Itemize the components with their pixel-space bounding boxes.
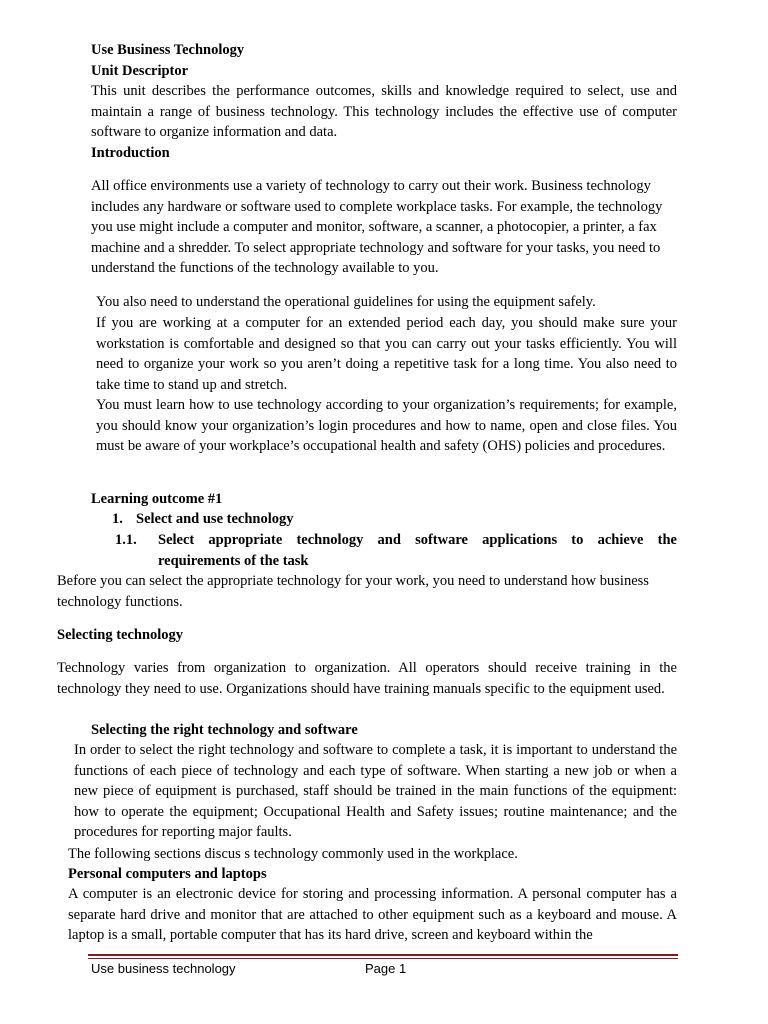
selecting-technology-paragraph: Technology varies from organization to organization. All operators should receive training in the technology they need to use. Organizations should have training manuals specific to the equipment used.	[57, 660, 677, 697]
right-technology-heading: Selecting the right technology and software	[91, 722, 358, 738]
list-number-1: 1.	[112, 511, 123, 527]
following-sections-paragraph: The following sections discus s technology commonly used in the workplace.	[68, 846, 518, 862]
list-number-1-1: 1.1.	[115, 532, 137, 548]
right-technology-paragraph: In order to select the right technology and software to complete a task, it is important to understand the functions of each piece of technology and each type of software. When starting a new job or when a new piece of equipment is purchased, staff should be trained in the main functions of the equipment: how to operate the equipment; Occupational Health and Safety issues; routine maintenance; and the procedures for reporting major faults.	[74, 742, 677, 840]
unit-descriptor-text: This unit describes the performance outcomes, skills and knowledge required to select, use and maintain a range of business technology. This technology includes the effective use of computer software to organize information and data.	[91, 83, 677, 140]
select-paragraph: Before you can select the appropriate technology for your work, you need to understand how business technology functions.	[57, 573, 649, 610]
introduction-paragraph-1: All office environments use a variety of technology to carry out their work. Business technology includes any hardware or software used to complete workplace tasks. For example, the technology you use might include a computer and monitor, software, a scanner, a photocopier, a printer, a fax machine and a shredder. To select appropriate technology and software for your tasks, you need to understand the functions of the technology available to you.	[91, 178, 663, 276]
footer-rule-thick	[88, 954, 678, 956]
introduction-paragraph-3: If you are working at a computer for an extended period each day, you should make sure your workstation is comfortable and designed so that you can carry out your tasks efficiently. You will need to organize your work so you aren’t doing a repetitive task for a long time. You also need to take time to stand up and stretch.	[96, 315, 677, 393]
document-title: Use Business Technology	[91, 42, 245, 58]
footer-document-title: Use business technology	[91, 961, 236, 976]
list-item-select-and-use: Select and use technology	[136, 511, 294, 527]
unit-descriptor-heading: Unit Descriptor	[91, 63, 189, 79]
personal-computers-paragraph: A computer is an electronic device for storing and processing information. A personal computer has a separate hard drive and monitor that are attached to other equipment such as a keyboard and mouse. A laptop is a small, portable computer that has its hard drive, screen and keyboard within the	[68, 886, 677, 943]
learning-outcome-heading: Learning outcome #1	[91, 491, 223, 507]
footer-rule-thin	[88, 958, 678, 959]
list-item-select-appropriate: Select appropriate technology and software applications to achieve the requirements of the task	[158, 532, 677, 569]
introduction-paragraph-4: You must learn how to use technology according to your organization’s requirements; for example, you should know your organization’s login procedures and how to name, open and close files. You must be aware of your workplace’s occupational health and safety (OHS) policies and procedures.	[96, 397, 677, 454]
selecting-technology-heading: Selecting technology	[57, 627, 184, 643]
footer-page-number: Page 1	[365, 961, 407, 976]
introduction-paragraph-2: You also need to understand the operational guidelines for using the equipment safely.	[96, 294, 596, 310]
introduction-heading: Introduction	[91, 145, 170, 161]
personal-computers-heading: Personal computers and laptops	[68, 866, 267, 882]
